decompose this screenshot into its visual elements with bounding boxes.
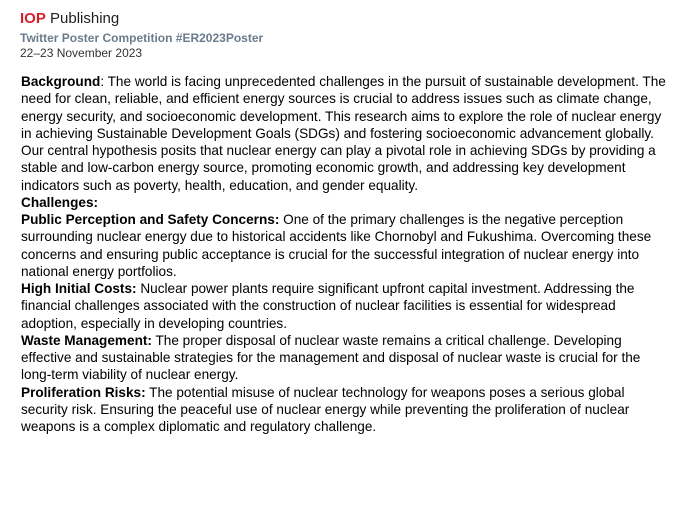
challenge-title: High Initial Costs:: [21, 281, 137, 296]
iop-publishing-logo: [20, 10, 263, 28]
background-heading: Background: [21, 74, 101, 89]
poster-body: [21, 73, 666, 435]
challenge-title: Waste Management:: [21, 332, 152, 348]
challenge-title: Public Perception and Safety Concerns:: [21, 212, 280, 227]
challenge-title: Proliferation Risks:: [21, 384, 146, 400]
challenges-heading: Challenges:: [21, 194, 99, 210]
challenge-item: [21, 384, 666, 436]
challenge-text: Nuclear power plants require significant upfront capital investment. Addressing the financial challenges associated with the construction of nuclear facilities is essential for widespread adoption, especially in developing countries.: [21, 281, 635, 331]
logo-publishing: Publishing: [50, 10, 120, 27]
logo-iop: IOP: [20, 10, 46, 27]
challenge-item: [21, 332, 666, 384]
event-date: 22–23 November 2023: [20, 46, 143, 60]
challenge-text: One of the primary challenges is the negative perception surrounding nuclear energy due to historical accidents like Chornobyl and Fukushima. Overcoming these concerns and ensuring public acceptance is crucial for the successful integration of nuclear energy into national energy portfolios.: [21, 212, 652, 279]
background-text: : The world is facing unprecedented challenges in the pursuit of sustainable development. The need for clean, reliable, and efficient energy sources is crucial to address issues such as climate change, energy security, and socioeconomic development. This research aims to explore the role of nuclear energy in achieving Sustainable Development Goals (SDGs) and fostering socioeconomic advancement globally.: [21, 74, 666, 141]
challenge-text: The potential misuse of nuclear technology for weapons poses a serious global security risk. Ensuring the peaceful use of nuclear energy while preventing the proliferation of nuclear weapons is a complex diplomatic and regulatory challenge.: [21, 384, 630, 434]
challenge-item: [21, 211, 666, 280]
challenge-item: [21, 280, 666, 332]
competition-title: Twitter Poster Competition #ER2023Poster: [20, 31, 264, 45]
hypothesis-paragraph: Our central hypothesis posits that nuclear energy can play a pivotal role in achieving SDGs by providing a stable and low-carbon energy source, promoting economic growth, and addressing key development indicators such as poverty, health, education, and gender equality.: [21, 143, 656, 193]
background-paragraph: [21, 73, 666, 142]
header: [20, 10, 263, 60]
challenge-text: The proper disposal of nuclear waste remains a critical challenge. Developing effective and sustainable strategies for the management and disposal of nuclear waste is crucial for the long-term viability of nuclear energy.: [21, 332, 641, 383]
